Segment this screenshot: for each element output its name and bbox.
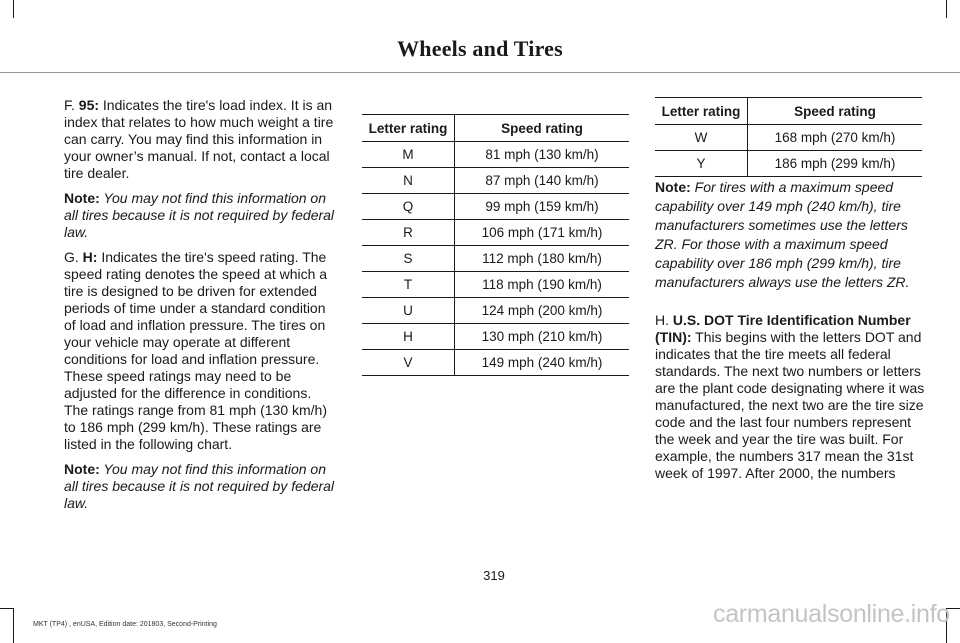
tin-paragraph: H. U.S. DOT Tire Identification Number (TIN): This begins with the letters DOT and indicates that the tire meets all federal standards. The next two numbers or letters are the plant code designating where it was manufactured, the next two are the tire size code and the last four numbers represent the week and year the tire was built. For example, the numbers 317 mean the 31st week of 1997. After 2000, the numbers [655, 312, 925, 481]
speed-cell: 112 mph (180 km/h) [455, 246, 630, 272]
letter-cell: T [362, 272, 455, 298]
letter-cell: U [362, 298, 455, 324]
crop-mark [0, 608, 14, 609]
letter-cell: W [655, 125, 748, 151]
table-row [362, 272, 629, 298]
table-row [362, 194, 629, 220]
crop-mark [13, 608, 14, 643]
table-row [362, 142, 629, 168]
title-divider [0, 72, 960, 73]
table-row [362, 350, 629, 376]
speed-cell: 99 mph (159 km/h) [455, 194, 630, 220]
table-row [362, 168, 629, 194]
letter-cell: H [362, 324, 455, 350]
page-number: 319 [483, 568, 505, 583]
table-row [655, 151, 922, 177]
right-column [655, 178, 927, 490]
speed-cell: 168 mph (270 km/h) [748, 125, 923, 151]
zr-note-paragraph: Note: For tires with a maximum speed capability over 149 mph (240 km/h), tire manufacturers sometimes use the letters ZR. For those with a maximum speed capability over 186 mph (299 km/h), tire manufacturers always use the letters ZR. [655, 179, 910, 290]
speed-cell: 149 mph (240 km/h) [455, 350, 630, 376]
note-paragraph: Note: You may not find this information on all tires because it is not required by federal law. [64, 461, 335, 511]
table-row [362, 324, 629, 350]
letter-cell: M [362, 142, 455, 168]
speed-rating-table [362, 114, 629, 376]
letter-cell: S [362, 246, 455, 272]
speed-cell: 124 mph (200 km/h) [455, 298, 630, 324]
speed-cell: 87 mph (140 km/h) [455, 168, 630, 194]
crop-mark [13, 0, 14, 18]
letter-cell: R [362, 220, 455, 246]
table-row [655, 125, 922, 151]
letter-cell: Y [655, 151, 748, 177]
speed-cell: 81 mph (130 km/h) [455, 142, 630, 168]
table-row [362, 298, 629, 324]
table-header-row [362, 115, 629, 142]
speed-rating-table-continued [655, 97, 922, 177]
column-header: Letter rating [362, 115, 455, 142]
table-row [362, 246, 629, 272]
letter-cell: V [362, 350, 455, 376]
edition-footer: MKT (TP4) , enUSA, Edition date: 201803, Second-Printing [33, 621, 217, 628]
table-header-row [655, 98, 922, 125]
letter-cell: Q [362, 194, 455, 220]
letter-cell: N [362, 168, 455, 194]
watermark: carmanualsonline.info [713, 600, 950, 628]
crop-mark [946, 0, 947, 18]
left-column [64, 97, 336, 520]
page-title: Wheels and Tires [397, 36, 563, 61]
speed-cell: 186 mph (299 km/h) [748, 151, 923, 177]
column-header: Speed rating [748, 98, 923, 125]
table-row [362, 220, 629, 246]
speed-cell: 118 mph (190 km/h) [455, 272, 630, 298]
note-paragraph: Note: You may not find this information on all tires because it is not required by federal law. [64, 190, 335, 240]
column-header: Letter rating [655, 98, 748, 125]
column-header: Speed rating [455, 115, 630, 142]
speed-cell: 130 mph (210 km/h) [455, 324, 630, 350]
load-index-paragraph: F. 95: Indicates the tire's load index. It is an index that relates to how much weight a tire can carry. You may find this information in your owner’s manual. If not, contact a local tire dealer. [64, 97, 334, 181]
speed-rating-paragraph: G. H: Indicates the tire's speed rating. The speed rating denotes the speed at which a tire is designed to be driven for extended periods of time under a standard condition of load and inflation pressure. The tires on your vehicle may operate at different conditions for load and inflation pressure. These speed ratings may need to be adjusted for the difference in conditions. The ratings range from 81 mph (130 km/h) to 186 mph (299 km/h). These ratings are listed in the following chart. [64, 249, 328, 452]
speed-cell: 106 mph (171 km/h) [455, 220, 630, 246]
